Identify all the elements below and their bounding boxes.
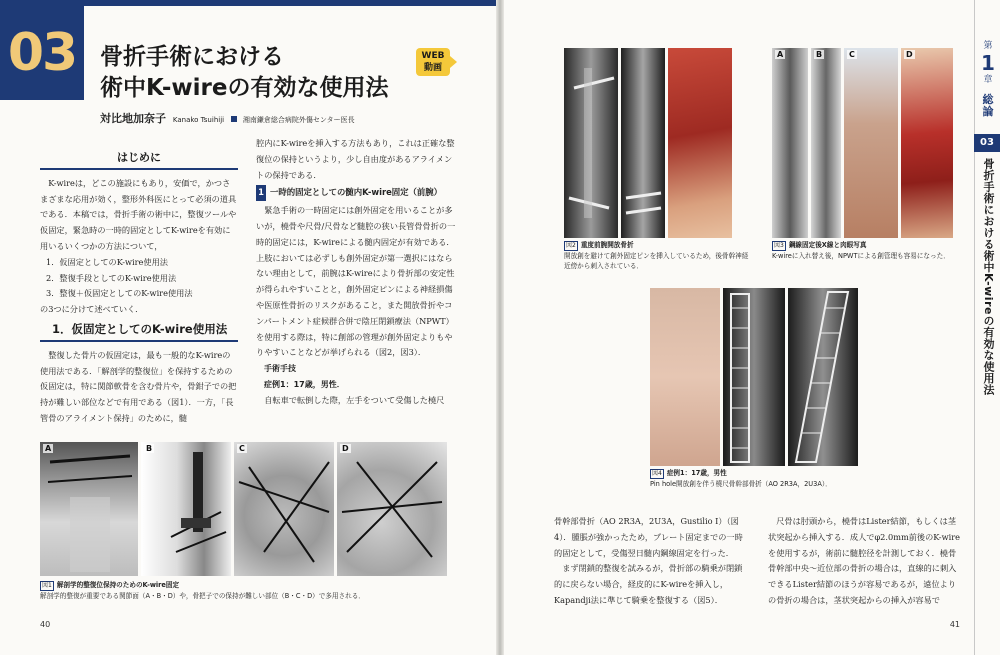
article-title (100, 42, 388, 104)
figure-1c-wires (234, 442, 334, 576)
figure-3-caption (772, 240, 962, 261)
side-chapter-suffix: 章 (983, 75, 993, 85)
figure-4c-xray (788, 288, 858, 466)
subsection-heading (256, 185, 456, 201)
web-badge-line-2: 動画 (423, 63, 442, 73)
figure-4b-xray (723, 288, 785, 466)
web-badge-line-1: WEB (421, 51, 445, 61)
col2-paragraph-3: 自転車で転倒した際，左手をついて受傷した橈尺 (264, 394, 445, 405)
figure-2b-xray (621, 48, 665, 238)
left-column-1 (40, 146, 238, 427)
side-tab-03[interactable]: 03 (974, 134, 1000, 152)
figure-1c-xray (234, 442, 334, 576)
side-chapter-num: 1 (981, 51, 995, 75)
right-col1-paragraph-1: 骨幹部骨折（AO 2R3A，2U3A，Gustilio Ⅰ）（図4）．腫脹が強かったため，プレート固定までの一時的固定として，受傷翌日髄内鋼線固定を行った． (554, 516, 743, 558)
case-1-label: 症例1：17歳，男性． (264, 379, 345, 389)
square-bullet-icon (231, 116, 237, 122)
col2-paragraph-2 (256, 203, 456, 361)
figure-4c-splint (788, 288, 858, 466)
section1-paragraph: 整復した骨片の仮固定は，最も一般的なK-wireの使用法である．「解剖学的整復位」を保持するための仮固定は，特に関節軟骨を含む骨片や，骨鉗子での把持が難しい部位などで有用である（図1）．一方，「長管骨のアライメント保持」のために，髄 (40, 349, 237, 423)
figure-1b-xray (141, 442, 231, 576)
figure-2-images (564, 48, 732, 238)
chapter-side-tab (974, 0, 1000, 655)
figure-1-title: 解剖学的整復位保持のためのK-wire固定 (56, 581, 180, 589)
side-chapter-label (978, 40, 998, 118)
author-roman: Kanako Tsuihiji (172, 116, 225, 124)
right-col1-paragraph-2: まず閉鎖的整復を試みるが，骨折部の騎乗が閉鎖的に戻らない場合，経皮的にK-wireを挿入し，Kapandji法に準じて騎乗を整復する（図5）． (554, 563, 743, 605)
left-column-2 (256, 136, 456, 409)
left-page (0, 0, 496, 655)
figure-3-caption-text: K-wireに入れ替え後，NPWTによる創管理も容易になった． (772, 252, 950, 260)
figure-4-title: 症例1：17歳，男性 (666, 469, 727, 477)
figure-2a-xray (564, 48, 618, 238)
figure-2-title: 重度前腕開放骨折 (580, 241, 634, 249)
author-line (100, 110, 355, 126)
figure-1b-hardware (141, 442, 231, 576)
col2-paragraph-2b: ，また開放骨折やコンパートメント症候群合併で陰圧閉鎖療法（NPWT）を使用する際は，特に創部の管理が創外固定よりもやりやすいことなどが挙げられる (256, 299, 454, 358)
page-number-right: 41 (949, 620, 960, 629)
figure-4-images (650, 288, 858, 466)
page-number-left: 40 (40, 620, 51, 629)
figure-4-caption (650, 468, 890, 489)
figure-3c-label: C (849, 50, 855, 59)
figure-3a-xray (772, 48, 808, 238)
figure-1a-xray (40, 442, 138, 576)
figure-2-number: 図2 (566, 242, 576, 249)
figure-3c-photo (844, 48, 898, 238)
intro-heading: はじめに (40, 150, 238, 170)
figure-4-number: 図4 (652, 470, 662, 477)
side-divider (974, 0, 975, 655)
side-vertical-title: 骨折手術における術中K-wireの有効な使用法 (982, 158, 995, 396)
right-page (504, 0, 1000, 655)
figure-1c-label: C (239, 444, 245, 453)
figure-1-caption (40, 580, 450, 601)
section1-heading: 1．仮固定としてのK-wire使用法 (40, 322, 238, 342)
figure-3a-label: A (777, 50, 784, 59)
figure-3-number: 図3 (774, 242, 784, 249)
right-column-2 (768, 514, 964, 609)
chapter-number-block (0, 6, 84, 100)
figure-2a-pins (564, 48, 618, 238)
figure-1a-wires (40, 442, 138, 576)
title-line-2: 術中K-wireの有効な使用法 (100, 75, 389, 101)
figure-1-caption-text: 解剖学的整復が重要である関節面（A・B・D）や，骨把子での保持が難しい部位（B・C・D）で多用される． (40, 592, 365, 600)
surgical-technique-label: 手術手技 (264, 364, 296, 374)
side-section: 総論 (982, 93, 994, 118)
figure-4b-splint (723, 288, 785, 466)
figure-2c-photo (668, 48, 732, 238)
intro-tail: の3つに分けて述べていく． (40, 304, 144, 315)
subsection-number: 1 (256, 185, 266, 201)
figure-2-caption-text: 開放創を避けて創外固定ピンを挿入しているため，後骨幹神経近傍から刺入されている． (564, 252, 749, 270)
author-affiliation: 湘南鎌倉総合病院外傷センター医長 (242, 116, 355, 124)
figure-1-number: 図1 (42, 582, 52, 589)
title-line-1: 骨折手術における (100, 44, 284, 70)
right-column-1 (554, 514, 750, 609)
intro-list-item-1: 1．仮固定としてのK-wire使用法 (46, 256, 168, 267)
figure-3b-label: B (816, 50, 823, 59)
col2-paragraph-1: 腔内にK-wireを挿入する方法もあり，これは正確な整復位の保持というより，少し自由度があるアライメントの保持である． (256, 138, 455, 180)
figure-4a-photo (650, 288, 720, 466)
side-chapter-prefix: 第 (983, 41, 993, 51)
figure-3b-xray (811, 48, 841, 238)
book-gutter (496, 0, 504, 655)
figure-3d-photo (901, 48, 953, 238)
web-video-badge[interactable] (416, 48, 450, 76)
author-name: 対比地加奈子 (100, 112, 166, 125)
intro-list-item-2: 2．整復手段としてのK-wire使用法 (46, 272, 177, 283)
subsection-title: 一時的固定としての髄内K-wire固定（前腕） (270, 187, 443, 198)
chapter-number: 03 (7, 23, 77, 83)
figure-1d-label: D (342, 444, 349, 453)
col2-paragraph-2c: （図2，図3）． (370, 347, 427, 358)
figure-3-title: 鋼線固定後X線と肉眼写真 (788, 241, 867, 249)
figure-1b-label: B (146, 444, 153, 453)
figure-1d-wires (337, 442, 447, 576)
figure-2-caption (564, 240, 750, 271)
figure-1d-xray (337, 442, 447, 576)
intro-list-item-3: 3．整復＋仮固定としてのK-wire使用法 (46, 288, 193, 299)
figure-2b-pins (621, 48, 665, 238)
figure-1a-label: A (45, 444, 52, 453)
figure-3d-label: D (906, 50, 913, 59)
figure-1-images (40, 442, 447, 576)
intro-paragraph: K-wireは，どこの施設にもあり，安価で，かつさまざまな応用が効く，整形外科医にとって必須の道具である．本稿では，骨折手術の術中に，整復ツールや仮固定，緊急時の一時的固定としてK-wireを有効に用いるいくつかの方法について， (40, 177, 237, 251)
figure-3-images (772, 48, 953, 238)
right-col2-paragraph: 尺骨は肘頭から，橈骨はLister結節，もしくは茎状突起から挿入する．成人でφ2.0mm前後のK-wireを使用するが，術前に髄腔径を計測しておく．橈骨骨幹部中央～近位部の骨折の場合は，直線的に刺入できるLister結節のほうが容易であるが，遠位よりの骨折の場合は，茎状突起からの挿入が容易で (768, 516, 960, 605)
figure-4-caption-text: Pin hole開放創を伴う橈尺骨幹部骨折（AO 2R3A，2U3A）． (650, 480, 832, 488)
col2-paragraph-2a: 緊急手術の一時固定には創外固定を用いることが多いが，橈骨や尺骨/尺骨など髄腔の狭い長管骨骨折の一時的固定には，K-wireによる髄内固定が有効である．上肢においては必ずしも創外固定が第一選択にはならない理由として，前腕はK-wireにより骨折部の安定性が得られやすいことと，創外固定ピンによる神経損傷や医原性骨折のリスクがあること (256, 205, 456, 310)
